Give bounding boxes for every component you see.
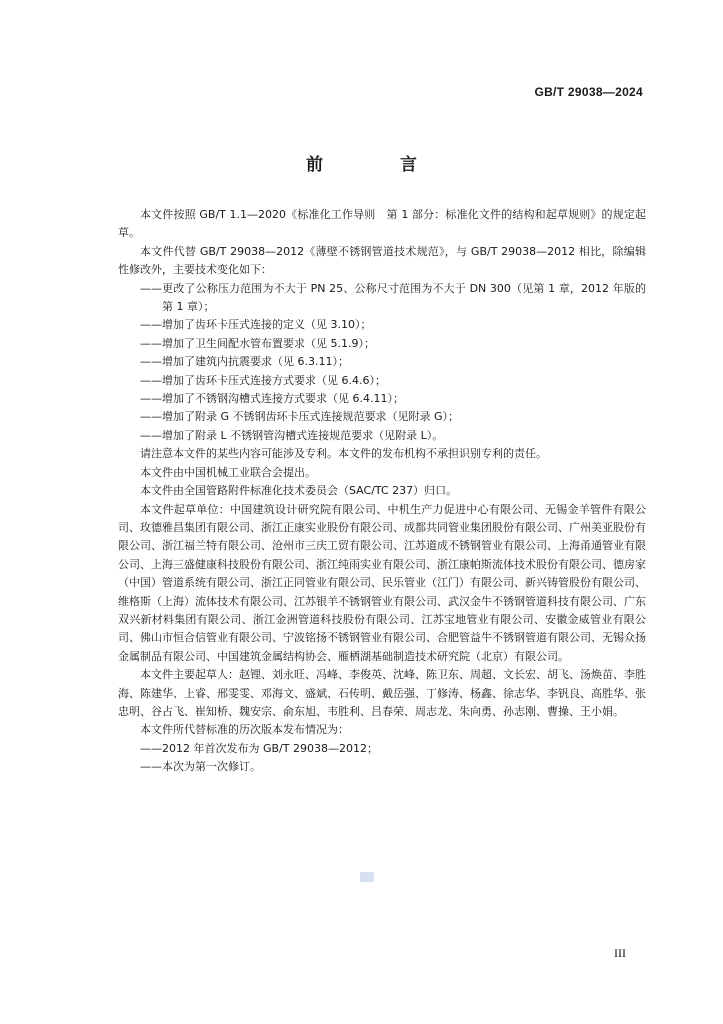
paragraph-replacement: 本文件代替 GB/T 29038—2012《薄壁不锈钢管道技术规范》，与 GB/T 29038—2012 相比，除编辑性修改外，主要技术变化如下： xyxy=(118,244,646,277)
change-item: ——增加了卫生间配水管布置要求（见 5.1.9）； xyxy=(140,336,375,350)
paragraph-drafters: 本文件主要起草人：赵锂、刘永旺、冯峰、李俊英、沈峰、陈卫东、周超、文长宏、胡飞、汤焕苗、李胜海、陈建华、上睿、邢雯雯、邓海文、盛斌、石传明、戴岳强、丁修涛、杨鑫、徐志华、李钒良、高胜华、张忠明、谷占飞、崔知桥、魏安宗、俞东旭、韦胜利、吕春荣、周志龙、朱向勇、孙志刚、曹操、王小娟。 xyxy=(118,668,646,718)
change-item: ——增加了齿环卡压式连接的定义（见 3.10）； xyxy=(140,318,372,332)
page-title: 前 言 xyxy=(306,155,447,175)
standard-code: GB/T 29038—2024 xyxy=(534,85,643,99)
page-number: III xyxy=(614,946,626,960)
change-item: ——增加了不锈钢沟槽式连接方式要求（见 6.4.11）； xyxy=(140,392,404,406)
change-item: ——更改了公称压力范围为不大于 PN 25、公称尺寸范围为不大于 DN 300（见第 1 章，2012 年版的第 1 章）； xyxy=(140,281,646,314)
change-item: ——增加了建筑内抗震要求（见 6.3.11）； xyxy=(140,355,349,369)
paragraph-committee: 本文件由全国管路附件标准化技术委员会（SAC/TC 237）归口。 xyxy=(140,484,458,498)
change-item: ——增加了附录 G 不锈钢齿环卡压式连接规范要求（见附录 G）； xyxy=(140,410,460,424)
paragraph-drafting-units: 本文件起草单位：中国建筑设计研究院有限公司、中机生产力促进中心有限公司、无锡金羊管件有限公司、玫德雅昌集团有限公司、浙江正康实业股份有限公司、成都共同管业集团股份有限公司、广州美亚股份有限公司、浙江福兰特有限公司、沧州市三庆工贸有限公司、江苏道成不锈钢管业有限公司、上海甬通管业有限公司、上海三盛健康科技股份有限公司、浙江纯雨实业有限公司、浙江康帕斯流体技术股份有限公司、德房家（中国）管道系统有限公司、浙江正同管业有限公司、民乐管业（江门）有限公司、新兴铸管股份有限公司、维格斯（上海）流体技术有限公司、江苏银羊不锈钢管业有限公司、武汉金牛不锈钢管道科技有限公司、广东双兴新材料集团有限公司、浙江金洲管道科技股份有限公司、江苏宝地管业有限公司、安徽金威管业有限公司、佛山市恒合信管业有限公司、宁波铭扬不锈钢管业有限公司、合肥管益牛不锈钢管道有限公司、无锡众扬金属制品有限公司、中国建筑金属结构协会、雁栖湖基础制造技术研究院（北京）有限公司。 xyxy=(118,502,646,663)
paragraph-history-intro: 本文件所代替标准的历次版本发布情况为： xyxy=(140,723,349,737)
watermark-stamp-icon xyxy=(360,872,374,882)
history-item: ——本次为第一次修订。 xyxy=(140,760,261,774)
paragraph-drafting-rules: 本文件按照 GB/T 1.1—2020《标准化工作导则 第 1 部分：标准化文件的结构和起草规则》的规定起草。 xyxy=(118,208,646,240)
change-item: ——增加了齿环卡压式连接方式要求（见 6.4.6）； xyxy=(140,373,386,387)
paragraph-patent-notice: 请注意本文件的某些内容可能涉及专利。本文件的发布机构不承担识别专利的责任。 xyxy=(140,447,547,461)
paragraph-proposer: 本文件由中国机械工业联合会提出。 xyxy=(140,465,316,479)
foreword-body xyxy=(118,206,646,777)
history-item: ——2012 年首次发布为 GB/T 29038—2012； xyxy=(140,741,378,755)
change-item: ——增加了附录 L 不锈钢管沟槽式连接规范要求（见附录 L）。 xyxy=(140,428,444,442)
